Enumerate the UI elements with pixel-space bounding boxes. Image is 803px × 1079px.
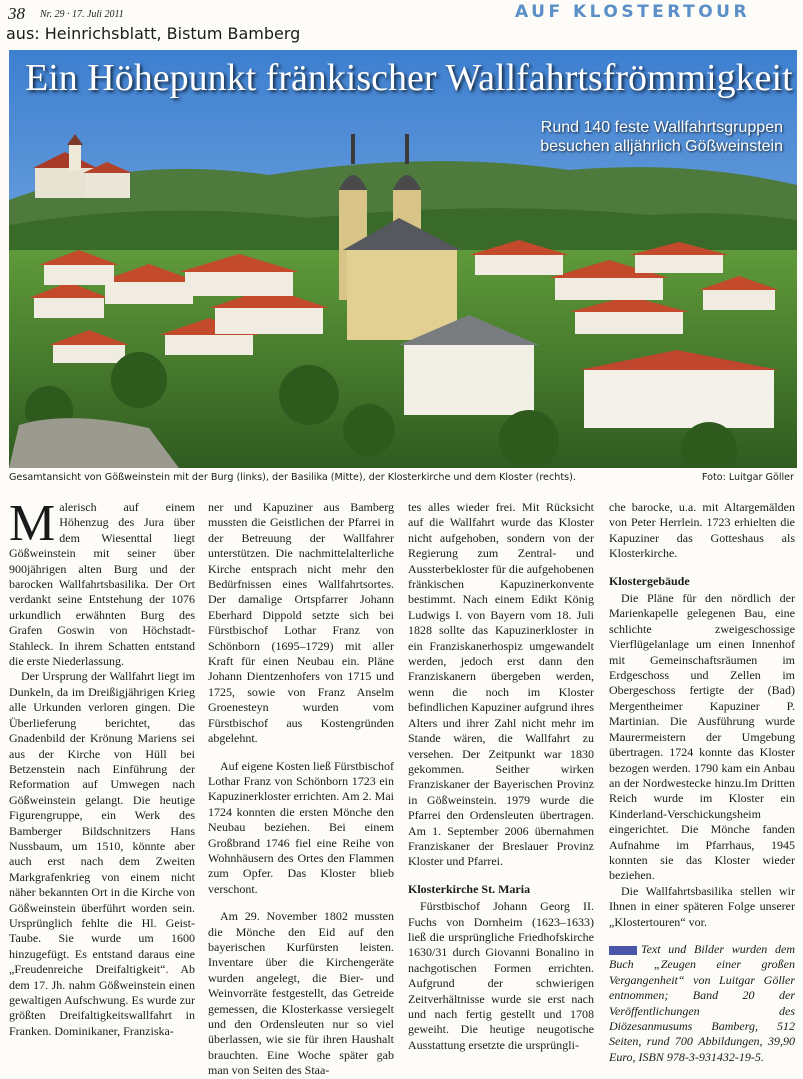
drop-cap: M	[9, 495, 56, 552]
photo-caption: Gesamtansicht von Gößweinstein mit der Burg (links), der Basilika (Mitte), der Klosterkirche und dem Kloster (rechts).	[9, 472, 576, 483]
article-paragraph: Malerisch auf einem Höhenzug des Jura über dem Wiesenttal liegt Gößweinstein mit seiner über 900jährigen alten Burg und der barocken Wallfahrtsbasilika. Der Ort verdankt seine Entstehung der 1076 urkundlich erwähnten Burg des Grafen Goswin von Höchstadt-Stahleck. In ihrem Schatten entstand die erste Niederlassung.	[9, 495, 195, 669]
article-paragraph: che barocke, u.a. mit Altargemälden von Peter Herrlein. 1723 erhielten die Kapuziner das Gotteshaus als Klosterkirche.	[609, 500, 795, 561]
article-paragraph: Der Ursprung der Wallfahrt liegt im Dunkeln, da im Dreißigjährigen Krieg alle Urkunden verloren gingen. Die Überlieferung berichtet, das Gnadenbild der Krönung Mariens sei aus der Kirche von Hüll bei Betzenstein nach Einführung der Reformation auf Umwegen nach Gößweinstein gelangt. Die heutige Figurengruppe, ein Werk des Bamberger Bildschnitzers Hans Nussbaum, um 1510, könnte aber auch erst nach dem Zweiten Markgrafenkrieg von einem nicht näher bekannten Ort in die Kirche von Gößweinstein überführt worden sein. Ursprünglich fehlte die Hl. Geist-Taube. Sie wurde um 1600 hinzugefügt. Es entstand daraus eine „Freudenreiche Dreifaltigkeit“. Ab dem 17. Jh. nahm Gößweinstein einen gewaltigen Aufschwung. Es wurde zur größten Dreifaltigkeitswallfahrt in Franken. Dominikaner, Franziska-	[9, 669, 195, 1038]
town-photo-illustration	[9, 50, 797, 468]
article-paragraph: Auf eigene Kosten ließ Fürstbischof Lothar Franz von Schönborn 1723 ein Kapuzinerkloster errichten. Am 2. Mai 1724 konnten die ersten Mönche den Neubau beziehen. Bei einem Großbrand 1746 fiel eine Reihe von Wohnhäusern des Ortes den Flammen zum Opfer. Das Kloster blieb verschont.	[208, 758, 394, 896]
town-photo	[9, 50, 797, 468]
subheading-klostergebaeude: Klostergebäude	[609, 573, 690, 588]
headline: Ein Höhepunkt fränkischer Wallfahrtsfrömmigkeit	[25, 57, 793, 99]
article-column-1	[9, 495, 195, 1039]
article-column-4	[609, 500, 795, 1065]
page-number: 38	[8, 4, 25, 23]
box-marker	[609, 946, 637, 955]
source-note: aus: Heinrichsblatt, Bistum Bamberg	[6, 24, 301, 43]
article-column-2	[208, 500, 394, 1079]
article-paragraph: Am 29. November 1802 mussten die Mönche den Eid auf den bayerischen Kurfürsten leisten. Inventare über die Kirchengeräte wurden angelegt, die Bier- und Weinvorräte festgestellt, das Getreide gemessen, die Klosterkasse versiegelt und den Ordensleuten nur so viel überlassen, wie sie für ihren Haushalt brauchten. Eine Woche später gab man von Seiten des Staa-	[208, 909, 394, 1078]
issue-date: Nr. 29 · 17. Juli 2011	[40, 9, 124, 20]
article-paragraph: Die Pläne für den nördlich der Marienkapelle gelegenen Bau, eine schlichte zweigeschossige Vierflügelanlage um einen Innenhof mit Gemeinschaftsräumen im Erdgeschoss und Zellen im Obergeschoss fertigte der (Bad) Mergentheimer Kapuziner P. Martinian. Die Ausführung wurde Maurermeistern der Umgebung übertragen. 1724 konnte das Kloster bezogen werden. 1790 kam ein Anbau an der Nordwestecke hinzu.Im Dritten Reich wurde im Kloster ein Kinderland-Verschickungsheim eingerichtet. Die Mönche fanden Aufnahme im Pfarrhaus, 1945 konnten sie das Kloster wieder beziehen.	[609, 591, 795, 883]
article-paragraph: tes alles wieder frei. Mit Rücksicht auf die Wallfahrt wurde das Kloster nicht aufgehoben, sondern von der Regierung zum Zentral- und Aussterbekloster für die aufgehobenen fränkischen Kapuzinerkonvente bestimmt. Nach einem Edikt König Ludwigs I. von Bayern vom 18. Juli 1828 sollte das Kapuzinerkloster in ein Franziskanerhospiz umgewandelt werden, jedoch erst dann den Franziskanern übergeben werden, wenn die noch im Kloster befindlichen Kapuziner aufgrund ihres Alters und ihrer Zahl nicht mehr im Stande wären, die Wallfahrt zu versehen. Der Zeitpunkt war 1830 gekommen. Seither wirken Franziskaner der Bayerischen Provinz in Gößweinstein. 1979 wurde die Pfarrei den Ordensleuten übertragen. Am 1. September 2006 übernahmen Franziskaner der Breslauer Provinz Kloster und Pfarrei.	[408, 500, 594, 869]
subheadline-line-1: Rund 140 feste Wallfahrtsgruppen	[540, 119, 783, 136]
article-paragraph: Die Wallfahrtsbasilika stellen wir Ihnen in einer späteren Folge unserer „Klostertouren“ vor.	[609, 883, 795, 929]
subheadline-line-2: besuchen alljährlich Gößweinstein	[540, 138, 783, 155]
article-column-3	[408, 500, 594, 1053]
photo-credit: Foto: Luitgar Göller	[701, 472, 794, 483]
book-info-box: Text und Bilder wurden dem Buch „Zeugen einer großen Vergangenheit“ von Luitgar Göller entnommen; Band 20 der Veröffentlichungen des Diözesanmusums Bamberg, 512 Seiten, rund 700 Abbildungen, 39,90 Euro, ISBN 978-3-931432-19-5.	[609, 941, 795, 1064]
subheadline	[540, 118, 783, 156]
article-paragraph: Fürstbischof Johann Georg II. Fuchs von Dornheim (1623–1633) ließ die ursprüngliche Friedhofskirche 1630/31 durch Giovanni Bonalino in nachgotischen Formen errichten. Aufgrund der schwierigen Zeitverhältnisse wurde sie erst nach und nach fertig gestellt und 1708 geweiht. Die heutige neugotische Ausstattung ersetzte die ursprüngli-	[408, 899, 594, 1052]
subheading-klosterkirche: Klosterkirche St. Maria	[408, 881, 531, 896]
section-title: AUF KLOSTERTOUR	[515, 2, 751, 22]
article-paragraph: ner und Kapuziner aus Bamberg mussten die Geistlichen der Pfarrei in der Betreuung der Wallfahrer unterstützen. Die nachmittelalterliche Kirche entsprach nicht mehr den Bedürfnissen eines Wallfahrtsortes. Der damalige Ortspfarrer Johann Eberhard Dippold setzte sich bei Fürstbischof Lothar Franz von Schönborn (1695–1729) mit aller Kraft für einen Neubau ein. Pläne Johann Dientzenhofers von 1715 und 1725, sowie von Franz Anselm Groenesteyn wurden vom Fürstbischof aus Kostengründen abgelehnt.	[208, 500, 394, 746]
